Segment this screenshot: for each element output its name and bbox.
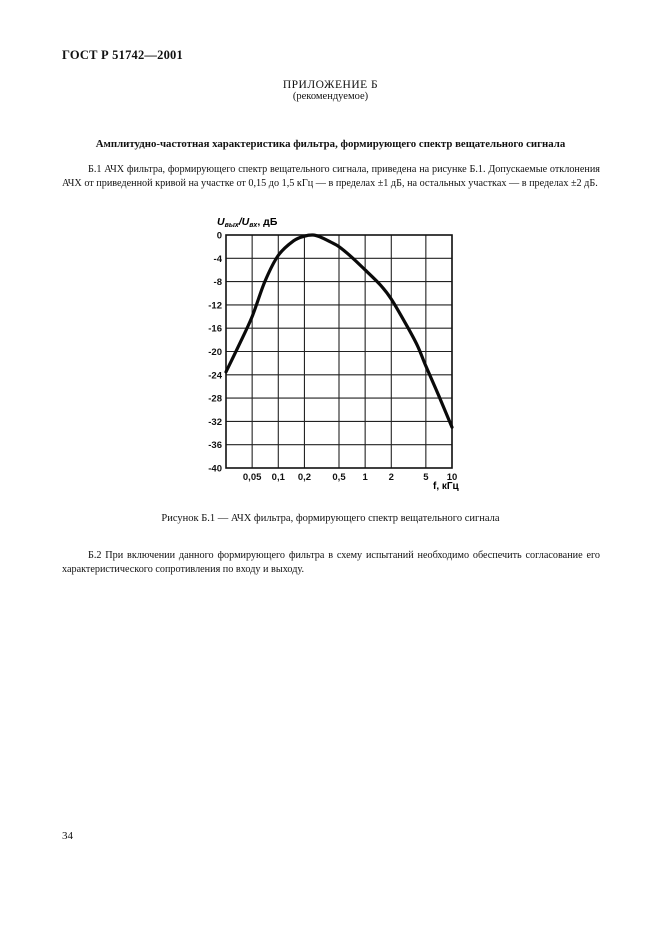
- frequency-response-figure: [200, 212, 470, 497]
- x-tick-label: 1: [362, 472, 368, 483]
- y-tick-label: -40: [208, 463, 222, 475]
- x-tick-label: 0,5: [332, 472, 346, 483]
- y-tick-label: -12: [208, 300, 222, 312]
- frequency-response-chart: [200, 212, 470, 497]
- paragraph-b1: [62, 163, 600, 191]
- x-tick-labels: [243, 472, 457, 483]
- y-axis-label-main: U: [217, 216, 225, 228]
- appendix-subtitle: (рекомендуемое): [292, 91, 369, 102]
- x-axis-label: f, кГц: [433, 481, 459, 492]
- paragraph-b1-text: Б.1 АЧХ фильтра, формирующего спектр вещательного сигнала, приведена на рисунке Б.1. Допускаемые отклонения АЧХ от приведенной кривой на участке от 0,15 до 1,5 кГц — в пределах ±1 дБ, на остальных участках — в пределах ±2 дБ.: [62, 164, 600, 189]
- y-tick-label: -20: [208, 347, 222, 358]
- paragraph-b2: [62, 549, 600, 577]
- appendix-title: ПРИЛОЖЕНИЕ Б: [282, 79, 379, 91]
- document-header: ГОСТ Р 51742—2001: [62, 48, 183, 62]
- chart-grid: [226, 235, 452, 468]
- y-tick-label: -28: [208, 393, 222, 405]
- x-tick-label: 0,05: [242, 472, 262, 483]
- y-tick-label: -8: [213, 277, 222, 289]
- y-tick-labels: [208, 231, 222, 475]
- y-tick-label: 0: [216, 230, 222, 242]
- figure-caption: Рисунок Б.1 — АЧХ фильтра, формирующего спектр вещательного сигнала: [161, 513, 500, 524]
- y-axis-label-sep: /U: [238, 216, 250, 228]
- page-number: 34: [62, 830, 73, 842]
- y-axis-label: [217, 216, 278, 229]
- y-tick-label: -32: [208, 416, 222, 428]
- section-heading: Амплитудно-частотная характеристика фильтра, формирующего спектр вещательного сигнала: [95, 138, 566, 150]
- x-tick-label: 10: [446, 472, 458, 483]
- y-tick-label: -24: [208, 370, 222, 382]
- y-tick-label: -36: [208, 440, 222, 452]
- y-axis-label-sub1: вых: [224, 222, 239, 229]
- y-axis-label-sub2: вх: [249, 222, 258, 229]
- x-tick-label: 0,2: [297, 472, 312, 483]
- x-tick-label: 2: [388, 472, 394, 483]
- y-tick-label: -16: [208, 323, 222, 335]
- y-axis-label-unit: , дБ: [257, 216, 278, 228]
- paragraph-b2-text: Б.2 При включении данного формирующего фильтра в схему испытаний необходимо обеспечить согласование его характеристического сопротивления по входу и выходу.: [62, 550, 600, 575]
- x-tick-label: 5: [423, 472, 429, 483]
- x-tick-label: 0,1: [271, 472, 285, 483]
- y-tick-label: -4: [213, 253, 222, 265]
